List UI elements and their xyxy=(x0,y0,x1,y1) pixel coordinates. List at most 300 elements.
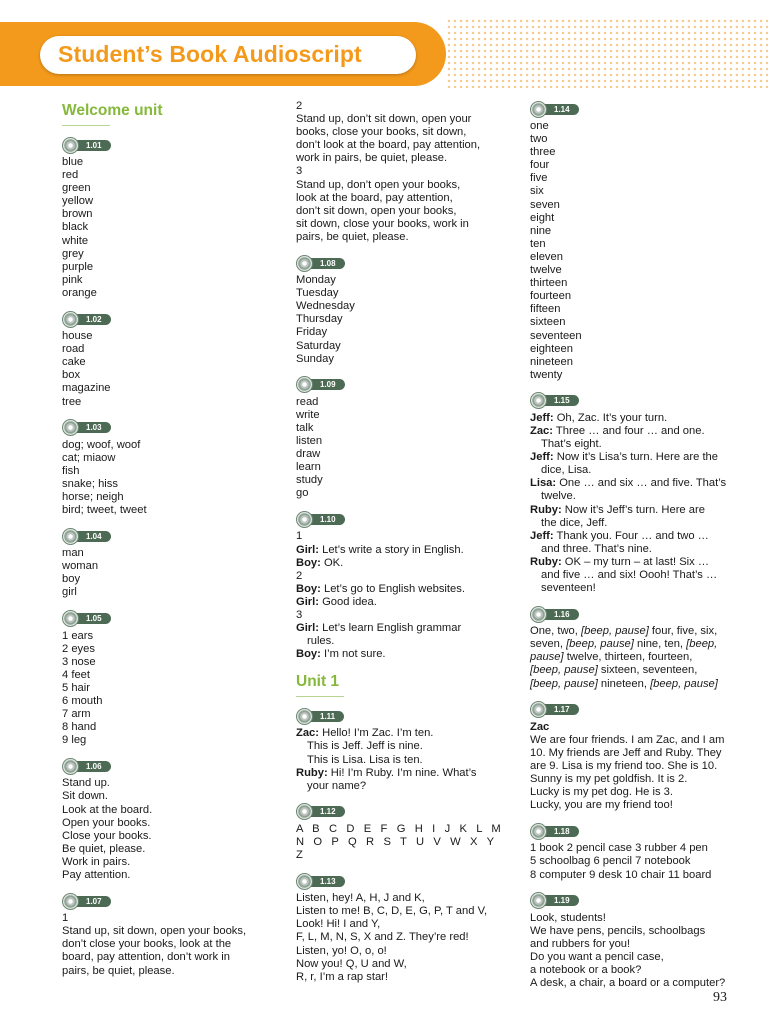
dialog-line xyxy=(296,648,506,661)
dialog-text: 2 xyxy=(296,569,303,582)
dialog-text: Good idea. xyxy=(319,595,377,608)
speaker-name: Ruby: xyxy=(296,766,328,779)
track-number: 1.17 xyxy=(541,704,579,715)
text-line: 5 hair xyxy=(62,681,90,694)
track-1-15-dialog xyxy=(530,412,740,595)
text-line: fish xyxy=(62,464,80,477)
text-line: Do you want a pencil case, xyxy=(530,950,664,963)
track-number: 1.12 xyxy=(307,806,345,817)
text-line: nine xyxy=(530,224,552,237)
text-line: learn xyxy=(296,461,321,474)
text-line: tree xyxy=(62,395,82,408)
dialog-text: Thank you. Four … and two … xyxy=(553,529,709,542)
column-1 xyxy=(62,100,262,978)
text-line: 1 xyxy=(62,912,69,925)
text-line: purple xyxy=(62,260,94,273)
audio-track-1-04[interactable] xyxy=(62,527,262,545)
dialog-line xyxy=(530,556,740,569)
track-1-05-text xyxy=(62,630,262,748)
dialog-text: Hello! I’m Zac. I’m ten. xyxy=(319,727,434,740)
text-line: five xyxy=(530,172,548,185)
text-line: Sunny is my pet goldfish. It is 2. xyxy=(530,773,688,786)
text-line: woman xyxy=(62,560,99,573)
text-line: 10. My friends are Jeff and Ruby. They xyxy=(530,746,722,759)
text-segment: four, five, six, xyxy=(648,625,718,638)
text-line: work in pairs, be quiet, please. xyxy=(296,152,448,165)
text-line: 1 ears xyxy=(62,629,94,642)
speaker-name: Boy: xyxy=(296,556,321,569)
track-1-06-text xyxy=(62,777,262,882)
dialog-text: 1 xyxy=(296,530,303,543)
cd-icon xyxy=(296,873,313,890)
track-1-08-text xyxy=(296,274,506,366)
text-line: boy xyxy=(62,573,81,586)
text-line: A desk, a chair, a board or a computer? xyxy=(530,977,726,990)
text-line: four xyxy=(530,159,550,172)
dialog-line xyxy=(530,569,740,582)
text-line: cake xyxy=(62,356,86,369)
text-line xyxy=(530,678,740,691)
dialog-text: Now it’s Lisa’s turn. Here are the xyxy=(553,451,718,464)
text-line: Listen, yo! O, o, o! xyxy=(296,944,387,957)
text-line: snake; hiss xyxy=(62,477,118,490)
cd-icon xyxy=(530,392,547,409)
sound-cue: [beep, pause] xyxy=(530,677,598,690)
text-line: Stand up, don’t sit down, open your xyxy=(296,113,472,126)
audio-track-1-03[interactable] xyxy=(62,419,262,437)
column-2 xyxy=(296,100,506,984)
audio-track-1-05[interactable] xyxy=(62,610,262,628)
dialog-text: and three. That’s nine. xyxy=(541,542,652,555)
track-1-02-text xyxy=(62,330,262,409)
cd-icon xyxy=(530,701,547,718)
track-1-09-text xyxy=(296,396,506,501)
text-line: Sunday xyxy=(296,352,334,365)
text-line: horse; neigh xyxy=(62,490,124,503)
cd-icon xyxy=(62,893,79,910)
cd-icon xyxy=(62,137,79,154)
speaker-name: Boy: xyxy=(296,582,321,595)
text-line: study xyxy=(296,474,323,487)
text-line: fourteen xyxy=(530,290,572,303)
dialog-text: Let’s learn English grammar xyxy=(319,622,462,635)
text-line: Listen to me! B, C, D, E, G, P, T and V, xyxy=(296,905,488,918)
text-segment: sixteen, seventeen, xyxy=(597,664,698,677)
sound-cue: [beep, pause] xyxy=(650,677,718,690)
text-line: six xyxy=(530,185,544,198)
dialog-text: Hi! I’m Ruby. I’m nine. What’s xyxy=(327,766,477,779)
text-line: don’t close your books, look at the xyxy=(62,938,232,951)
text-line: thirteen xyxy=(530,277,568,290)
text-line: F, L, M, N, S, X and Z. They’re red! xyxy=(296,931,469,944)
speaker-name: Girl: xyxy=(296,595,319,608)
track-number: 1.07 xyxy=(73,896,111,907)
dialog-line xyxy=(296,596,506,609)
dialog-text: and five … and six! Oooh! That’s … xyxy=(541,569,718,581)
track-number: 1.06 xyxy=(73,761,111,772)
text-line: Stand up. xyxy=(62,777,110,790)
section-heading-unit-1: Unit 1 xyxy=(296,673,340,691)
text-line xyxy=(530,638,740,651)
text-line: 8 computer 9 desk 10 chair 11 board xyxy=(530,868,712,881)
dialog-line xyxy=(296,544,506,557)
text-line: 8 hand xyxy=(62,721,97,734)
text-line: magazine xyxy=(62,382,111,395)
audio-track-1-09[interactable] xyxy=(296,376,506,394)
text-line: 1 book 2 pencil case 3 rubber 4 pen xyxy=(530,842,708,855)
dialog-text: your name? xyxy=(307,779,367,792)
track-1-04-text xyxy=(62,547,262,599)
dialog-text: That’s eight. xyxy=(541,438,602,451)
cd-icon xyxy=(62,758,79,775)
text-line: Stand up, don’t open your books, xyxy=(296,178,461,191)
text-line: man xyxy=(62,547,84,560)
track-1-16-text xyxy=(530,625,740,690)
track-1-13-text xyxy=(296,892,506,984)
dialog-text: seventeen! xyxy=(541,582,596,595)
audio-track-1-11[interactable] xyxy=(296,707,506,725)
track-number: 1.19 xyxy=(541,895,579,906)
text-segment: One, two, xyxy=(530,625,581,638)
dialog-line xyxy=(530,412,740,425)
text-line: We are four friends. I am Zac, and I am xyxy=(530,733,725,746)
text-line: Lucky is my pet dog. He is 3. xyxy=(530,786,674,799)
speaker-name: Zac: xyxy=(296,727,320,740)
text-line: pairs, be quiet, please. xyxy=(296,230,409,243)
text-line: 2 eyes xyxy=(62,642,95,655)
text-line: R, r, I’m a rap star! xyxy=(296,970,389,983)
text-line: red xyxy=(62,169,79,182)
text-line: Sit down. xyxy=(62,790,109,803)
text-line: 3 xyxy=(296,165,303,178)
text-line xyxy=(530,625,740,638)
page-title: Student’s Book Audioscript xyxy=(58,41,362,67)
text-line: sit down, close your books, work in xyxy=(296,217,469,230)
text-line: Look, students! xyxy=(530,911,606,924)
text-line: Listen, hey! A, H, J and K, xyxy=(296,892,425,905)
track-1-12-text xyxy=(296,823,506,862)
text-line: fifteen xyxy=(530,303,561,316)
text-line: black xyxy=(62,221,89,234)
track-number: 1.15 xyxy=(541,395,579,406)
dialog-text: Let’s write a story in English. xyxy=(319,543,464,556)
audio-track-1-13[interactable] xyxy=(296,872,506,890)
text-line: Open your books. xyxy=(62,816,151,829)
track-1-10-dialog xyxy=(296,530,506,661)
dialog-line xyxy=(296,767,506,780)
section-underline xyxy=(62,125,110,126)
text-line: girl xyxy=(62,586,77,599)
audio-track-1-17[interactable] xyxy=(530,701,740,719)
text-line: orange xyxy=(62,286,97,299)
text-line: ten xyxy=(530,237,546,250)
cd-icon xyxy=(296,511,313,528)
dialog-line xyxy=(530,543,740,556)
audio-track-1-18[interactable] xyxy=(530,822,740,840)
track-1-07-text xyxy=(62,912,262,977)
text-line: white xyxy=(62,234,89,247)
audio-track-1-02[interactable] xyxy=(62,310,262,328)
dialog-text: This is Lisa. Lisa is ten. xyxy=(307,753,423,766)
dialog-text: OK. xyxy=(320,556,344,569)
track-number: 1.13 xyxy=(307,876,345,887)
text-line: write xyxy=(296,408,320,421)
text-line: look at the board, pay attention, xyxy=(296,191,453,204)
cd-icon xyxy=(62,311,79,328)
track-number: 1.14 xyxy=(541,104,579,115)
track-1-14-text xyxy=(530,120,740,382)
sound-cue: pause] xyxy=(530,651,564,664)
text-line: Pay attention. xyxy=(62,869,131,882)
track-number: 1.09 xyxy=(307,379,345,390)
text-line: Now you! Q, U and W, xyxy=(296,957,407,970)
dialog-text: This is Jeff. Jeff is nine. xyxy=(307,740,423,753)
text-line: 6 mouth xyxy=(62,695,103,707)
text-line: Friday xyxy=(296,326,328,339)
text-line: a notebook or a book? xyxy=(530,963,642,976)
dialog-text: One … and six … and five. That’s xyxy=(556,477,727,490)
audio-track-1-08[interactable] xyxy=(296,254,506,272)
text-line: Tuesday xyxy=(296,287,339,300)
text-line: listen xyxy=(296,434,323,447)
speaker-name: Jeff: xyxy=(530,451,554,464)
dialog-line xyxy=(296,635,506,648)
cd-icon xyxy=(530,892,547,909)
text-line: talk xyxy=(296,421,314,434)
text-line: 9 leg xyxy=(62,734,87,747)
text-line: green xyxy=(62,182,91,195)
dialog-text: I’m not sure. xyxy=(320,648,386,661)
cd-icon xyxy=(530,823,547,840)
cd-icon xyxy=(530,101,547,118)
sound-cue: [beep, pause] xyxy=(581,625,649,638)
track-1-17-speaker: Zac xyxy=(530,720,550,733)
cd-icon xyxy=(62,419,79,436)
dialog-text: twelve. xyxy=(541,490,576,503)
text-line: and rubbers for you! xyxy=(530,937,631,950)
track-number: 1.10 xyxy=(307,514,345,525)
page-number: 93 xyxy=(713,990,727,1005)
text-line: eight xyxy=(530,211,555,224)
track-1-07-text-continued xyxy=(296,100,506,244)
text-line: pairs, be quiet, please. xyxy=(62,964,175,977)
dialog-line xyxy=(296,530,506,543)
text-line: seventeen xyxy=(530,329,582,342)
text-line: 5 schoolbag 6 pencil 7 notebook xyxy=(530,855,691,868)
dialog-text: Oh, Zac. It’s your turn. xyxy=(553,411,668,424)
text-line: Look at the board. xyxy=(62,803,153,816)
text-line: brown xyxy=(62,208,93,221)
text-line: don’t look at the board, pay attention, xyxy=(296,139,481,152)
dialog-line xyxy=(530,517,740,530)
track-number: 1.04 xyxy=(73,531,111,542)
dialog-line xyxy=(296,622,506,635)
text-line: eleven xyxy=(530,250,563,263)
track-1-19-text xyxy=(530,912,740,991)
text-line: Lucky, you are my friend too! xyxy=(530,799,673,812)
speaker-name: Girl: xyxy=(296,543,319,556)
speaker-name: Ruby: xyxy=(530,555,562,568)
audio-track-1-14[interactable] xyxy=(530,100,740,118)
dialog-text: rules. xyxy=(307,635,335,648)
text-line: 4 feet xyxy=(62,668,90,681)
text-line: are 9. Lisa is my friend too. She is 10. xyxy=(530,759,718,772)
text-segment: seven, xyxy=(530,638,567,651)
dialog-text: the dice, Jeff. xyxy=(541,516,608,529)
text-line: yellow xyxy=(62,195,94,208)
dialog-line xyxy=(296,609,506,622)
audio-track-1-07[interactable] xyxy=(62,892,262,910)
text-line: pink xyxy=(62,273,83,286)
text-segment: nineteen, xyxy=(597,677,651,690)
speaker-name: Zac: xyxy=(530,424,554,437)
dialog-line xyxy=(530,504,740,517)
text-line: blue xyxy=(62,156,84,168)
dialog-line xyxy=(530,582,740,595)
audio-track-1-01[interactable] xyxy=(62,136,262,154)
text-line: sixteen xyxy=(530,316,566,329)
text-line: Close your books. xyxy=(62,829,152,842)
section-underline xyxy=(296,696,344,697)
dialog-line xyxy=(296,557,506,570)
text-line: draw xyxy=(296,448,321,461)
section-heading-welcome: Welcome unit xyxy=(62,102,163,119)
dialog-line xyxy=(530,425,740,438)
text-line: A B C D E F G H I J K L M xyxy=(296,822,501,835)
text-line: one xyxy=(530,120,549,132)
text-line: Wednesday xyxy=(296,300,355,313)
text-line: house xyxy=(62,330,93,343)
text-line: three xyxy=(530,146,556,159)
text-segment: nine, ten, xyxy=(633,638,687,651)
dialog-line xyxy=(296,740,506,753)
cd-icon xyxy=(296,255,313,272)
speaker-name: Jeff: xyxy=(530,411,554,424)
track-1-17-text xyxy=(530,734,740,813)
dialog-line xyxy=(530,530,740,543)
dialog-line xyxy=(530,464,740,477)
dialog-text: Three … and four … and one. xyxy=(553,424,705,437)
text-line: Be quiet, please. xyxy=(62,842,146,855)
dialog-line xyxy=(296,583,506,596)
audio-track-1-19[interactable] xyxy=(530,892,740,910)
text-line: don’t sit down, open your books, xyxy=(296,204,457,217)
text-line: box xyxy=(62,369,81,382)
text-line: seven xyxy=(530,198,560,211)
column-3 xyxy=(530,100,740,990)
audio-track-1-06[interactable] xyxy=(62,757,262,775)
speaker-name: Lisa: xyxy=(530,477,557,490)
dialog-text: dice, Lisa. xyxy=(541,464,592,477)
track-number: 1.11 xyxy=(307,711,344,722)
speaker-name: Boy: xyxy=(296,648,321,661)
text-line: N O P Q R S T U V W X Y xyxy=(296,835,495,848)
header-dot-pattern xyxy=(446,18,768,88)
dialog-text: OK – my turn – at last! Six … xyxy=(561,555,710,568)
text-line: twelve xyxy=(530,264,562,277)
cd-icon xyxy=(530,606,547,623)
dialog-text: Let’s go to English websites. xyxy=(320,582,465,595)
track-number: 1.03 xyxy=(73,422,111,433)
dialog-line xyxy=(296,570,506,583)
dialog-line xyxy=(530,477,740,490)
track-number: 1.05 xyxy=(73,613,111,624)
audio-track-1-16[interactable] xyxy=(530,605,740,623)
track-number: 1.18 xyxy=(541,826,579,837)
text-line: road xyxy=(62,343,85,356)
text-line: Thursday xyxy=(296,313,343,326)
track-1-11-dialog xyxy=(296,727,506,792)
dialog-text: Now it’s Jeff’s turn. Here are xyxy=(561,503,705,516)
text-line: board, pay attention, don’t work in xyxy=(62,951,230,964)
text-line: go xyxy=(296,487,309,500)
text-line: 7 arm xyxy=(62,708,91,721)
text-line: 2 xyxy=(296,100,303,112)
speaker-name: Ruby: xyxy=(530,503,562,516)
track-1-18-text xyxy=(530,842,740,881)
track-number: 1.01 xyxy=(73,140,111,151)
text-line: Z xyxy=(296,849,303,862)
track-number: 1.08 xyxy=(307,258,345,269)
audio-track-1-15[interactable] xyxy=(530,392,740,410)
text-line: cat; miaow xyxy=(62,451,116,464)
sound-cue: [beep, pause] xyxy=(566,638,634,651)
track-1-03-text xyxy=(62,439,262,518)
text-line: 3 nose xyxy=(62,655,96,668)
text-line: Look! Hi! I and Y, xyxy=(296,918,381,931)
dialog-line xyxy=(530,438,740,451)
speaker-name: Girl: xyxy=(296,622,319,635)
cd-icon xyxy=(62,528,79,545)
track-1-01-text xyxy=(62,156,262,300)
sound-cue: [beep, pause] xyxy=(530,664,598,677)
text-line: Saturday xyxy=(296,339,341,352)
text-segment: twelve, thirteen, fourteen, xyxy=(563,651,693,664)
text-line: eighteen xyxy=(530,342,573,355)
sound-cue: [beep, xyxy=(686,638,718,651)
text-line: twenty xyxy=(530,368,563,381)
audio-track-1-10[interactable] xyxy=(296,510,506,528)
text-line: bird; tweet, tweet xyxy=(62,504,147,517)
cd-icon xyxy=(296,708,313,725)
track-number: 1.02 xyxy=(73,314,111,325)
cd-icon xyxy=(296,376,313,393)
dialog-line xyxy=(296,754,506,767)
dialog-line xyxy=(296,780,506,793)
text-line: We have pens, pencils, schoolbags xyxy=(530,924,706,937)
speaker-name: Jeff: xyxy=(530,529,554,542)
text-line: Monday xyxy=(296,274,336,287)
text-line xyxy=(530,651,740,664)
text-line: Work in pairs. xyxy=(62,855,131,868)
text-line: books, close your books, sit down, xyxy=(296,126,467,139)
dialog-line xyxy=(530,451,740,464)
text-line: two xyxy=(530,133,548,146)
text-line: dog; woof, woof xyxy=(62,438,141,451)
text-line: read xyxy=(296,395,319,408)
text-line: nineteen xyxy=(530,355,573,368)
audio-track-1-12[interactable] xyxy=(296,803,506,821)
dialog-text: 3 xyxy=(296,609,303,621)
track-number: 1.16 xyxy=(541,609,579,620)
text-line: grey xyxy=(62,247,84,260)
cd-icon xyxy=(296,803,313,820)
text-line xyxy=(530,664,740,677)
cd-icon xyxy=(62,610,79,627)
dialog-line xyxy=(296,727,506,740)
dialog-line xyxy=(530,490,740,503)
text-line: Stand up, sit down, open your books, xyxy=(62,925,247,938)
